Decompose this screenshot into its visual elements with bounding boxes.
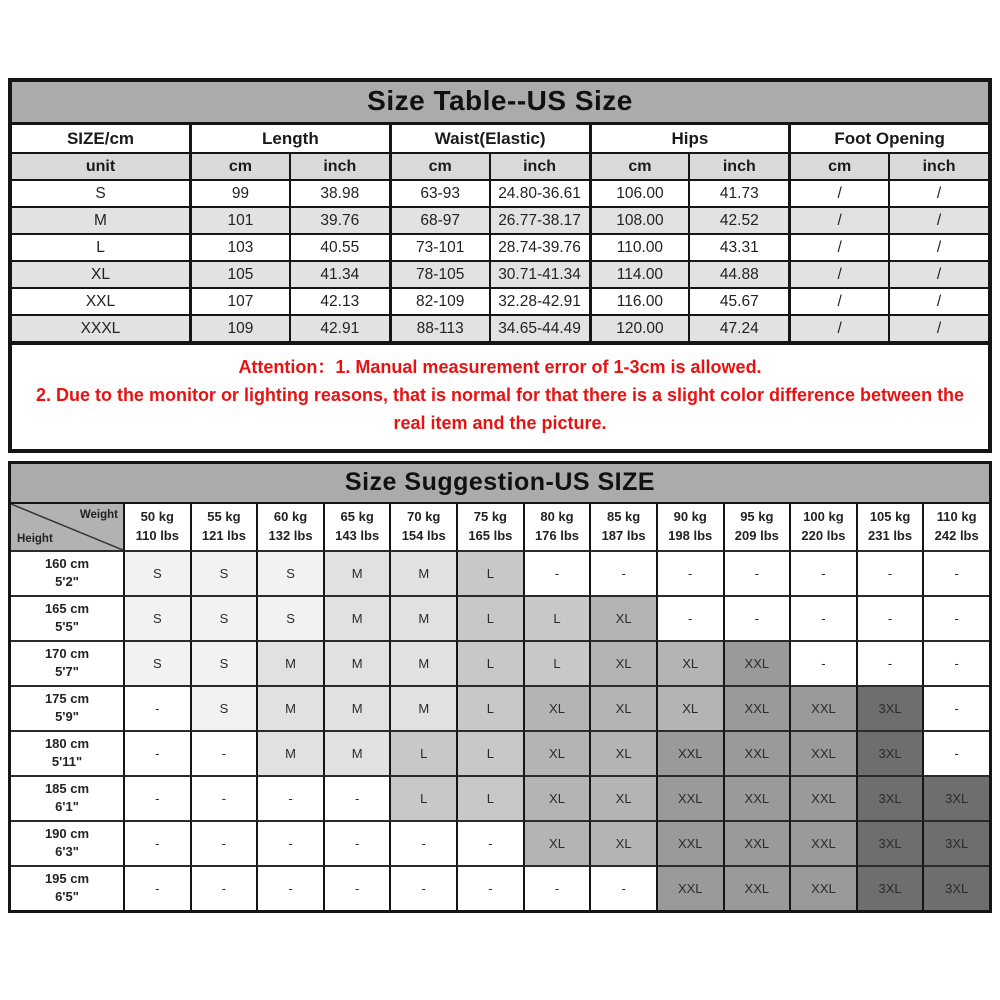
unit-header-cell: inch [888, 152, 988, 179]
size-value-cell: 101 [189, 206, 289, 233]
suggestion-cell: L [456, 685, 523, 730]
size-row-label: L [12, 233, 189, 260]
suggestion-cell: XL [589, 685, 656, 730]
size-value-cell: / [888, 287, 988, 314]
attention-line-2: 2. Due to the monitor or lighting reasons, that is normal for that there is a slight color difference between the real item and the picture. [35, 384, 965, 433]
group-header-0: Length [189, 125, 389, 152]
suggestion-cell: M [323, 685, 390, 730]
suggestion-cell: S [190, 550, 257, 595]
suggestion-cell: 3XL [856, 865, 923, 910]
weight-header-cell [389, 504, 456, 550]
unit-row-label: unit [12, 152, 189, 179]
size-value-cell: 34.65-44.49 [489, 314, 589, 341]
size-row-label: XL [12, 260, 189, 287]
size-table-grid [12, 125, 988, 341]
suggestion-cell: L [389, 775, 456, 820]
weight-kg-label: 55 kg [207, 508, 241, 524]
suggestion-cell: XL [523, 775, 590, 820]
weight-header-cell [523, 504, 590, 550]
weight-header-cell [190, 504, 257, 550]
weight-lbs-label: 187 lbs [601, 527, 646, 543]
height-cm-label: 180 cm [44, 735, 90, 751]
suggestion-cell: - [589, 550, 656, 595]
size-value-cell: 41.34 [289, 260, 389, 287]
size-value-cell: / [788, 179, 888, 206]
suggestion-cell: XXL [723, 685, 790, 730]
group-header-1: Waist(Elastic) [389, 125, 589, 152]
size-value-cell: / [888, 179, 988, 206]
suggestion-cell: L [456, 550, 523, 595]
height-cm-label: 170 cm [44, 645, 90, 661]
size-value-cell: 88-113 [389, 314, 489, 341]
unit-header-cell: inch [489, 152, 589, 179]
size-value-cell: 41.73 [688, 179, 788, 206]
height-header-cell [11, 865, 123, 910]
suggestion-cell: M [256, 730, 323, 775]
suggestion-cell: - [389, 865, 456, 910]
suggestion-cell: - [922, 550, 989, 595]
corner-height-label: Height [17, 532, 53, 545]
size-value-cell: 43.31 [688, 233, 788, 260]
height-ft-label: 5'7" [55, 664, 79, 680]
size-value-cell: 28.74-39.76 [489, 233, 589, 260]
suggestion-cell: M [323, 595, 390, 640]
height-cm-label: 190 cm [44, 825, 90, 841]
suggestion-cell: - [190, 865, 257, 910]
weight-lbs-label: 154 lbs [401, 527, 446, 543]
unit-header-cell: cm [589, 152, 689, 179]
suggestion-cell: XXL [789, 685, 856, 730]
suggestion-cell: - [123, 730, 190, 775]
suggestion-cell: - [323, 865, 390, 910]
weight-lbs-label: 231 lbs [868, 527, 913, 543]
suggestion-cell: L [456, 640, 523, 685]
weight-lbs-label: 143 lbs [335, 527, 380, 543]
size-value-cell: 114.00 [589, 260, 689, 287]
suggestion-cell: 3XL [856, 775, 923, 820]
weight-height-corner-cell [11, 504, 123, 550]
weight-kg-label: 60 kg [273, 508, 308, 524]
suggestion-cell: 3XL [922, 820, 989, 865]
suggestion-cell: - [123, 685, 190, 730]
attention-box [8, 341, 992, 453]
suggestion-cell: M [389, 550, 456, 595]
suggestion-cell: S [256, 595, 323, 640]
unit-header-cell: inch [289, 152, 389, 179]
suggestion-cell: XXL [723, 775, 790, 820]
size-value-cell: 32.28-42.91 [489, 287, 589, 314]
size-suggestion-grid [11, 504, 989, 910]
size-value-cell: 105 [189, 260, 289, 287]
suggestion-cell: S [256, 550, 323, 595]
suggestion-cell: - [723, 550, 790, 595]
suggestion-cell: - [922, 595, 989, 640]
suggestion-cell: - [922, 640, 989, 685]
suggestion-cell: S [123, 595, 190, 640]
suggestion-cell: XXL [723, 820, 790, 865]
suggestion-cell: - [123, 820, 190, 865]
size-value-cell: / [788, 314, 888, 341]
suggestion-cell: L [523, 640, 590, 685]
size-value-cell: 108.00 [589, 206, 689, 233]
suggestion-cell: - [190, 730, 257, 775]
size-value-cell: 45.67 [688, 287, 788, 314]
size-value-cell: 116.00 [589, 287, 689, 314]
size-value-cell: 40.55 [289, 233, 389, 260]
weight-kg-label: 70 kg [407, 508, 441, 524]
weight-lbs-label: 209 lbs [734, 527, 779, 543]
height-header-cell [11, 730, 123, 775]
weight-header-cell [856, 504, 923, 550]
suggestion-cell: - [456, 820, 523, 865]
suggestion-cell: XXL [789, 775, 856, 820]
height-ft-label: 6'1" [55, 799, 79, 815]
size-table-title: Size Table--US Size [12, 82, 988, 125]
suggestion-cell: - [922, 730, 989, 775]
suggestion-cell: XXL [789, 820, 856, 865]
size-value-cell: / [888, 314, 988, 341]
suggestion-cell: M [389, 595, 456, 640]
suggestion-cell: S [190, 640, 257, 685]
suggestion-cell: XXL [723, 730, 790, 775]
weight-header-cell [256, 504, 323, 550]
suggestion-cell: - [723, 595, 790, 640]
size-row-label: XXL [12, 287, 189, 314]
unit-header-cell: inch [688, 152, 788, 179]
suggestion-cell: L [456, 775, 523, 820]
suggestion-cell: - [856, 550, 923, 595]
size-table-corner-header: SIZE/cm [66, 128, 135, 148]
suggestion-cell: S [123, 550, 190, 595]
height-ft-label: 6'3" [55, 844, 79, 860]
suggestion-cell: XL [656, 640, 723, 685]
height-cm-label: 175 cm [44, 690, 90, 706]
height-ft-label: 5'11" [51, 754, 83, 770]
suggestion-cell: M [256, 685, 323, 730]
suggestion-cell: XXL [723, 640, 790, 685]
weight-kg-label: 105 kg [869, 508, 911, 524]
suggestion-cell: - [256, 775, 323, 820]
size-value-cell: 68-97 [389, 206, 489, 233]
weight-lbs-label: 132 lbs [268, 527, 313, 543]
size-value-cell: / [788, 206, 888, 233]
suggestion-cell: - [523, 865, 590, 910]
suggestion-cell: - [323, 775, 390, 820]
suggestion-cell: S [190, 685, 257, 730]
height-ft-label: 5'9" [55, 709, 79, 725]
size-value-cell: 73-101 [389, 233, 489, 260]
size-value-cell: 42.13 [289, 287, 389, 314]
size-suggestion-title: Size Suggestion-US SIZE [11, 464, 989, 504]
size-value-cell: 109 [189, 314, 289, 341]
weight-header-cell [123, 504, 190, 550]
suggestion-cell: XXL [723, 865, 790, 910]
size-value-cell: 103 [189, 233, 289, 260]
suggestion-cell: - [656, 595, 723, 640]
size-value-cell: 110.00 [589, 233, 689, 260]
suggestion-cell: - [789, 550, 856, 595]
size-value-cell: 38.98 [289, 179, 389, 206]
size-value-cell: / [788, 233, 888, 260]
suggestion-cell: - [323, 820, 390, 865]
suggestion-cell: XXL [656, 820, 723, 865]
unit-header-cell: cm [189, 152, 289, 179]
weight-header-cell [789, 504, 856, 550]
group-header-3: Foot Opening [788, 125, 988, 152]
suggestion-cell: XXL [789, 730, 856, 775]
weight-kg-label: 65 kg [340, 508, 374, 524]
suggestion-cell: 3XL [856, 820, 923, 865]
suggestion-cell: L [523, 595, 590, 640]
height-header-cell [11, 820, 123, 865]
weight-lbs-label: 198 lbs [668, 527, 713, 543]
size-suggestion-table [8, 461, 992, 913]
suggestion-cell: XXL [656, 865, 723, 910]
weight-header-cell [456, 504, 523, 550]
corner-weight-label: Weight [79, 508, 118, 521]
height-cm-label: 160 cm [44, 555, 90, 571]
size-value-cell: / [788, 287, 888, 314]
unit-header-cell: cm [788, 152, 888, 179]
suggestion-cell: - [789, 640, 856, 685]
height-ft-label: 5'2" [55, 574, 79, 590]
suggestion-cell: - [190, 775, 257, 820]
weight-kg-label: 50 kg [140, 508, 174, 524]
suggestion-cell: - [389, 820, 456, 865]
height-cm-label: 195 cm [44, 870, 90, 886]
suggestion-cell: 3XL [856, 685, 923, 730]
height-header-cell [11, 550, 123, 595]
suggestion-cell: - [589, 865, 656, 910]
size-row-label: S [12, 179, 189, 206]
size-value-cell: 24.80-36.61 [489, 179, 589, 206]
size-value-cell: 99 [189, 179, 289, 206]
suggestion-cell: - [656, 550, 723, 595]
size-value-cell: / [888, 233, 988, 260]
suggestion-cell: M [323, 550, 390, 595]
suggestion-cell: XL [523, 820, 590, 865]
suggestion-cell: XL [656, 685, 723, 730]
size-value-cell: 44.88 [688, 260, 788, 287]
suggestion-cell: XL [589, 595, 656, 640]
suggestion-cell: L [456, 595, 523, 640]
size-value-cell: 39.76 [289, 206, 389, 233]
unit-header-cell: cm [389, 152, 489, 179]
size-value-cell: 42.91 [289, 314, 389, 341]
weight-header-cell [589, 504, 656, 550]
weight-kg-label: 100 kg [803, 508, 844, 524]
weight-header-cell [656, 504, 723, 550]
suggestion-cell: XXL [656, 775, 723, 820]
size-value-cell: / [788, 260, 888, 287]
size-value-cell: / [888, 206, 988, 233]
weight-kg-label: 80 kg [540, 508, 574, 524]
size-value-cell: 106.00 [589, 179, 689, 206]
suggestion-cell: L [389, 730, 456, 775]
suggestion-cell: - [856, 595, 923, 640]
suggestion-cell: - [789, 595, 856, 640]
weight-header-cell [323, 504, 390, 550]
size-value-cell: 107 [189, 287, 289, 314]
weight-kg-label: 75 kg [473, 508, 507, 524]
weight-lbs-label: 176 lbs [534, 527, 580, 543]
suggestion-cell: M [256, 640, 323, 685]
weight-header-cell [922, 504, 989, 550]
height-header-cell [11, 775, 123, 820]
weight-lbs-label: 121 lbs [201, 527, 246, 543]
height-header-cell [11, 685, 123, 730]
suggestion-cell: 3XL [922, 775, 989, 820]
weight-lbs-label: 220 lbs [801, 527, 846, 543]
weight-header-cell [723, 504, 790, 550]
size-row-label: XXXL [12, 314, 189, 341]
suggestion-cell: - [523, 550, 590, 595]
size-value-cell: 30.71-41.34 [489, 260, 589, 287]
suggestion-cell: L [456, 730, 523, 775]
size-value-cell: 120.00 [589, 314, 689, 341]
suggestion-cell: M [323, 640, 390, 685]
suggestion-cell: M [323, 730, 390, 775]
suggestion-cell: M [389, 640, 456, 685]
weight-lbs-label: 110 lbs [135, 527, 179, 543]
group-header-2: Hips [589, 125, 789, 152]
suggestion-cell: XL [523, 730, 590, 775]
height-cm-label: 185 cm [44, 780, 90, 796]
height-header-cell [11, 595, 123, 640]
height-cm-label: 165 cm [44, 600, 90, 616]
suggestion-cell: 3XL [856, 730, 923, 775]
weight-kg-label: 95 kg [740, 508, 774, 524]
suggestion-cell: XL [589, 730, 656, 775]
weight-lbs-label: 242 lbs [934, 527, 979, 543]
size-value-cell: 78-105 [389, 260, 489, 287]
suggestion-cell: - [256, 865, 323, 910]
size-table [8, 78, 992, 345]
size-value-cell: 26.77-38.17 [489, 206, 589, 233]
suggestion-cell: - [456, 865, 523, 910]
height-ft-label: 5'5" [55, 619, 79, 635]
suggestion-cell: - [856, 640, 923, 685]
suggestion-cell: S [123, 640, 190, 685]
suggestion-cell: - [190, 820, 257, 865]
size-value-cell: 42.52 [688, 206, 788, 233]
suggestion-cell: - [123, 865, 190, 910]
suggestion-cell: S [190, 595, 257, 640]
size-value-cell: 63-93 [389, 179, 489, 206]
suggestion-cell: - [922, 685, 989, 730]
attention-line-1: Attention：1. Manual measurement error of 1-3cm is allowed. [238, 357, 762, 377]
suggestion-cell: XXL [656, 730, 723, 775]
size-value-cell: 47.24 [688, 314, 788, 341]
suggestion-cell: XL [589, 775, 656, 820]
weight-kg-label: 90 kg [673, 508, 707, 524]
weight-kg-label: 110 kg [936, 508, 977, 524]
size-value-cell: / [888, 260, 988, 287]
size-value-cell: 82-109 [389, 287, 489, 314]
suggestion-cell: - [123, 775, 190, 820]
size-row-label: M [12, 206, 189, 233]
weight-lbs-label: 165 lbs [468, 527, 513, 543]
height-header-cell [11, 640, 123, 685]
height-ft-label: 6'5" [55, 889, 79, 905]
suggestion-cell: 3XL [922, 865, 989, 910]
suggestion-cell: XL [523, 685, 590, 730]
suggestion-cell: - [256, 820, 323, 865]
suggestion-cell: XL [589, 640, 656, 685]
weight-kg-label: 85 kg [606, 508, 641, 524]
suggestion-cell: XXL [789, 865, 856, 910]
suggestion-cell: M [389, 685, 456, 730]
suggestion-cell: XL [589, 820, 656, 865]
